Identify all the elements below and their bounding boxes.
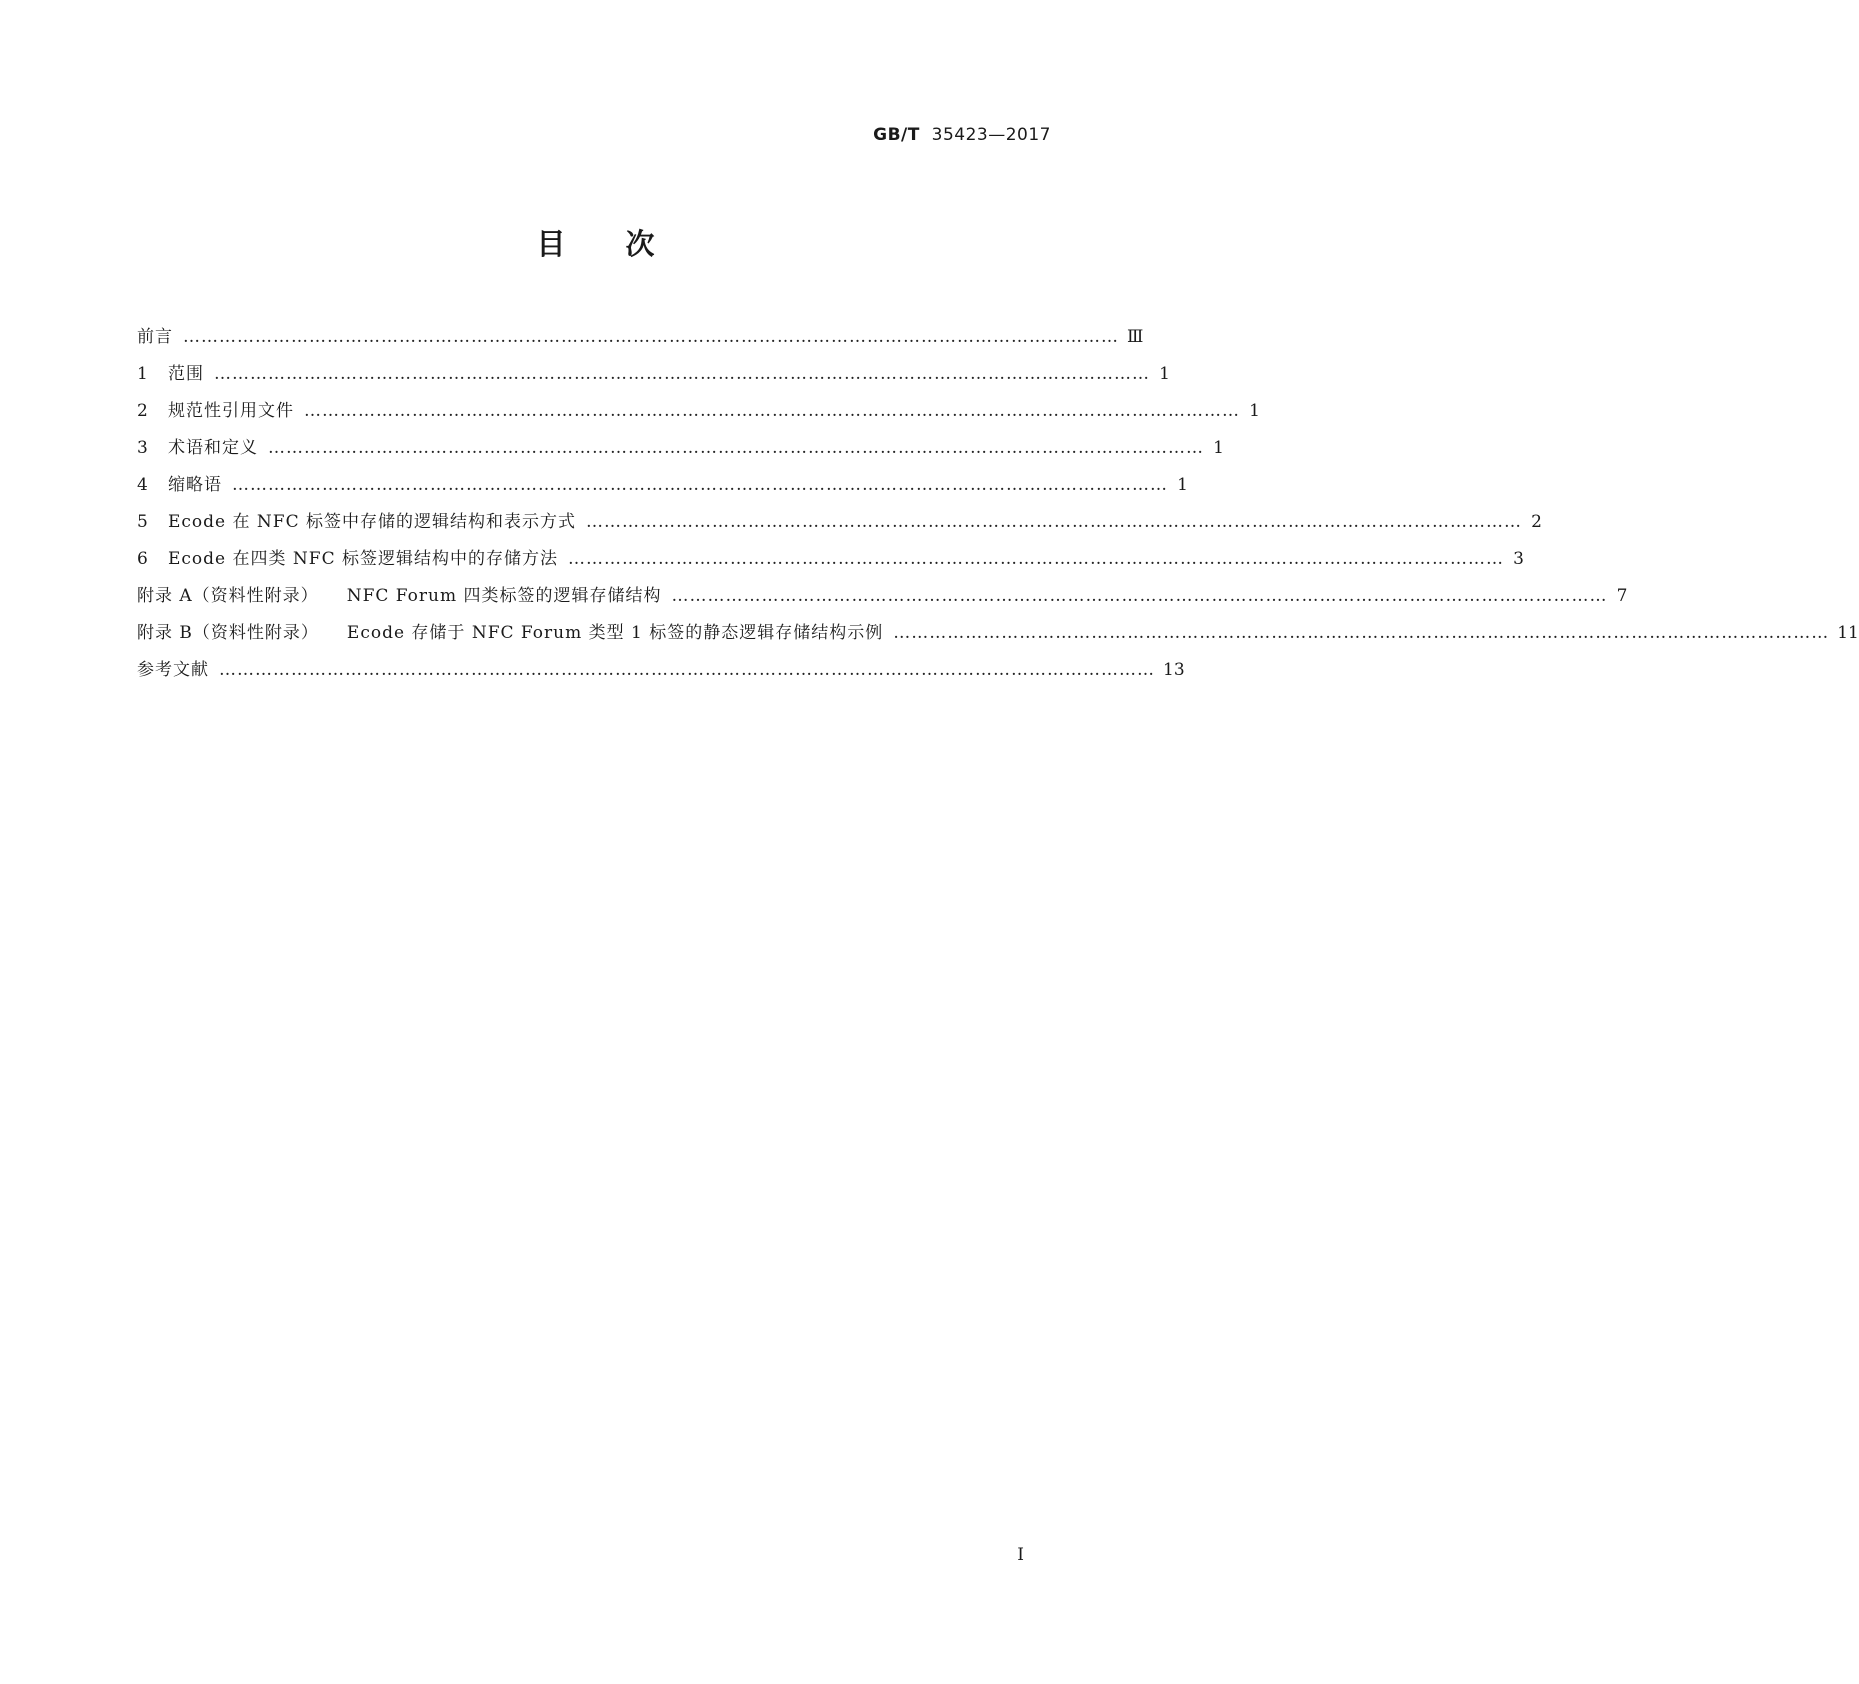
toc-entry-number: 1 [137, 364, 148, 384]
toc-dot-leader: ………………………………………………………………………………………………………………………………………… [214, 364, 1150, 384]
toc-entry-appendix-b[interactable] [137, 618, 1859, 655]
toc-entry-title: Ecode 在 NFC 标签中存储的逻辑结构和表示方式 [168, 512, 576, 532]
toc-entry-title: 规范性引用文件 [168, 401, 294, 421]
toc-dot-leader: ………………………………………………………………………………………………………………………………………… [304, 401, 1240, 421]
toc-entry-subtitle: NFC Forum 四类标签的逻辑存储结构 [346, 586, 662, 606]
page-number: I [1017, 1545, 1024, 1565]
toc-entry-terms-definitions[interactable] [137, 433, 1224, 470]
toc-dot-leader: ………………………………………………………………………………………………………………………………………… [268, 438, 1204, 458]
toc-entry-abbreviations[interactable] [137, 470, 1188, 507]
toc-page-number: 7 [1616, 586, 1628, 606]
toc-page-number: 1 [1213, 438, 1224, 458]
toc-dot-leader: ………………………………………………………………………………………………………………………………………… [183, 327, 1119, 347]
toc-entry-title: Ecode 在四类 NFC 标签逻辑结构中的存储方法 [168, 549, 558, 569]
toc-dot-leader: ………………………………………………………………………………………………………………………………………… [671, 586, 1608, 606]
toc-page-number: 2 [1531, 512, 1542, 532]
toc-page-number: 1 [1177, 475, 1188, 495]
toc-entry-title: 参考文献 [137, 660, 209, 680]
toc-entry-section-6[interactable] [137, 544, 1524, 581]
toc-entry-title: 缩略语 [168, 475, 222, 495]
toc-entry-title: 前言 [137, 327, 173, 347]
toc-dot-leader: ………………………………………………………………………………………………………………………………………… [586, 512, 1522, 532]
toc-page-number: Ⅲ [1127, 327, 1144, 347]
page-title: 目次 [536, 227, 715, 261]
toc-entry-number: 2 [137, 401, 148, 421]
toc-entry-number: 4 [137, 475, 148, 495]
toc-page-number: 1 [1159, 364, 1170, 384]
toc-dot-leader: ………………………………………………………………………………………………………………………………………… [232, 475, 1168, 495]
toc-entry-subtitle: Ecode 存储于 NFC Forum 类型 1 标签的静态逻辑存储结构示例 [346, 623, 884, 643]
toc-entry-foreword[interactable] [137, 322, 1144, 359]
standard-prefix: GB/T [873, 125, 920, 145]
toc-entry-bibliography[interactable] [137, 655, 1185, 692]
toc-dot-leader: ………………………………………………………………………………………………………………………………………… [893, 623, 1830, 643]
toc-entry-appendix-a[interactable] [137, 581, 1628, 618]
toc-page-number: 3 [1513, 549, 1524, 569]
toc-dot-leader: ………………………………………………………………………………………………………………………………………… [219, 660, 1155, 680]
toc-entry-title: 附录 A（资料性附录） [137, 586, 319, 606]
table-of-contents [137, 322, 1859, 692]
toc-page-number: 1 [1249, 401, 1260, 421]
toc-page-number: 11 [1837, 623, 1859, 643]
toc-page-number: 13 [1163, 660, 1185, 680]
toc-dot-leader: ………………………………………………………………………………………………………………………………………… [568, 549, 1504, 569]
toc-entry-scope[interactable] [137, 359, 1170, 396]
toc-entry-normative-references[interactable] [137, 396, 1260, 433]
toc-entry-number: 5 [137, 512, 148, 532]
toc-entry-title: 范围 [168, 364, 204, 384]
standard-code [873, 125, 1051, 145]
toc-entry-number: 6 [137, 549, 148, 569]
standard-number: 35423—2017 [931, 125, 1051, 145]
toc-entry-title: 附录 B（资料性附录） [137, 623, 319, 643]
toc-entry-section-5[interactable] [137, 507, 1542, 544]
toc-entry-number: 3 [137, 438, 148, 458]
toc-entry-title: 术语和定义 [168, 438, 258, 458]
